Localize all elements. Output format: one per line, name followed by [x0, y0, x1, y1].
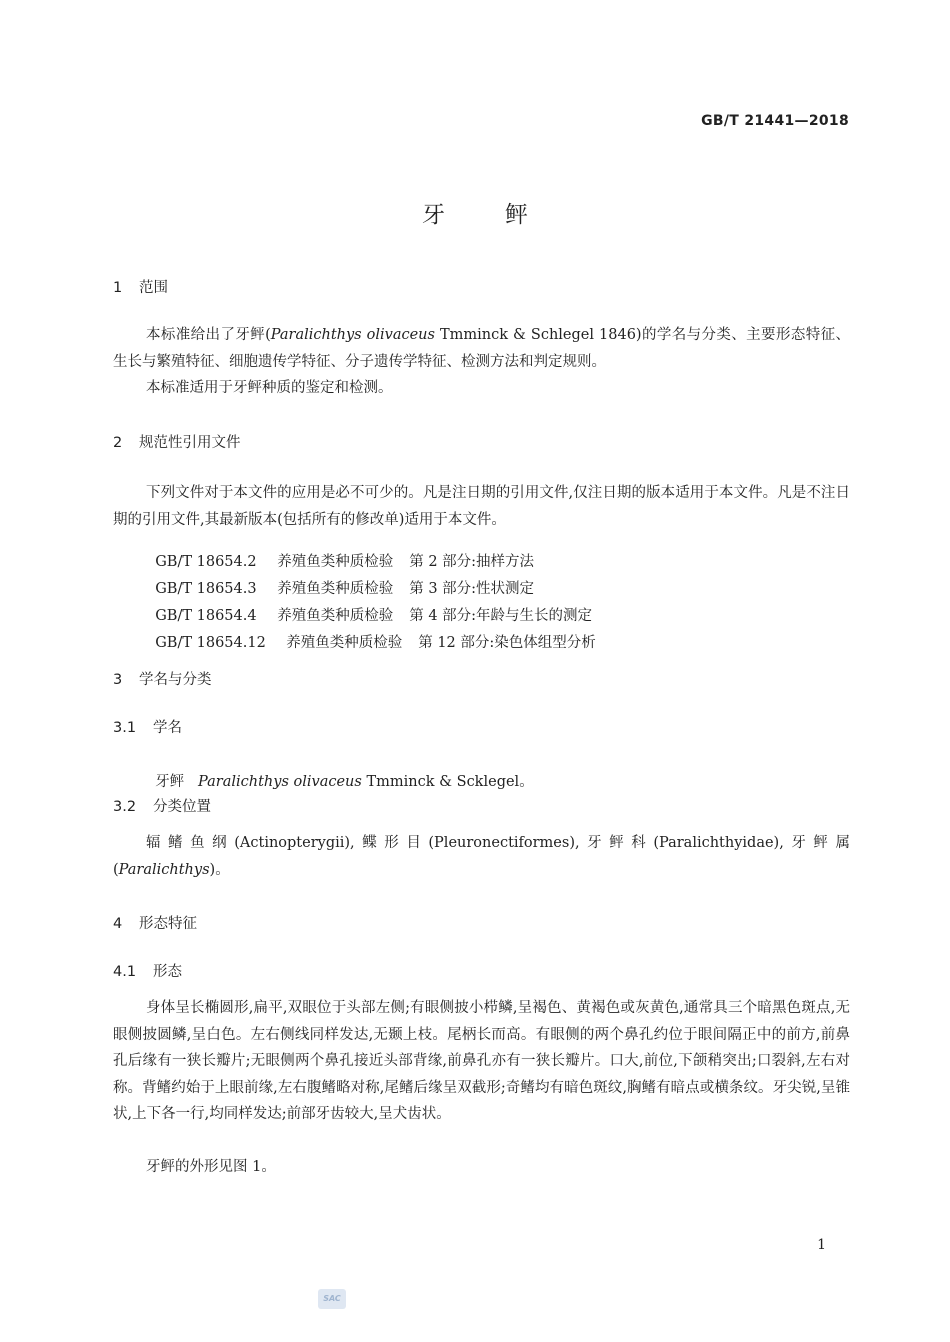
reference-item: GB/T 18654.2 养殖鱼类种质检验 第 2 部分:抽样方法	[155, 554, 535, 570]
section-3-heading: 3 学名与分类	[113, 672, 212, 688]
morphology-paragraph: 身体呈长椭圆形,扁平,双眼位于头部左侧;有眼侧披小栉鳞,呈褐色、黄褐色或灰黄色,通常具三个暗黑色斑点,无眼侧披圆鳞,呈白色。左右侧线同样发达,无颞上枝。尾柄长而高。有眼侧的两个鼻孔约位于眼间隔正中的前方,前鼻孔后缘有一狭长瓣片;无眼侧两个鼻孔接近头部背缘,前鼻孔亦有一狭长瓣片。口大,前位,下颌稍突出;口裂斜,左右对称。背鳍约始于上眼前缘,左右腹鳍略对称,尾鳍后缘呈双截形;奇鳍均有暗色斑纹,胸鳍有暗点或横条纹。牙尖锐,呈锥状,上下各一行,均同样发达;前部牙齿较大,呈犬齿状。	[113, 1000, 850, 1122]
section-3-2-heading: 3.2 分类位置	[113, 799, 211, 815]
section-1-paragraph-2: 本标准适用于牙鲆种质的鉴定和检测。	[146, 380, 393, 396]
sac-watermark-logo: SAC	[318, 1289, 346, 1309]
reference-item: GB/T 18654.12 养殖鱼类种质检验 第 12 部分:染色体组型分析	[155, 635, 596, 651]
section-1-heading: 1 范围	[113, 280, 168, 296]
scientific-name: Paralichthys olivaceus	[270, 327, 435, 343]
scientific-name-line: 牙鲆 Paralichthys olivaceus Tmminck & Scklegel。	[155, 774, 534, 790]
title-char-1: 牙	[422, 202, 445, 228]
section-3-1-heading: 3.1 学名	[113, 720, 182, 736]
section-2-heading: 2 规范性引用文件	[113, 435, 241, 451]
classification-paragraph: 辐鳍鱼纲(Actinopterygii),鲽形目(Pleuronectiformes),牙鲆科(Paralichthyidae),牙鲆属(Paralichthys)。	[113, 835, 850, 878]
section-2-paragraph-1: 下列文件对于本文件的应用是必不可少的。凡是注日期的引用文件,仅注日期的版本适用于本文件。凡是不注日期的引用文件,其最新版本(包括所有的修改单)适用于本文件。	[113, 485, 850, 528]
section-4-heading: 4 形态特征	[113, 916, 197, 932]
section-1-paragraph-1: 本标准给出了牙鲆(Paralichthys olivaceus Tmminck & Schlegel 1846)的学名与分类、主要形态特征、生长与繁殖特征、细胞遗传学特征、分子遗传学特征、检测方法和判定规则。	[113, 327, 850, 370]
figure-reference: 牙鲆的外形见图 1。	[146, 1159, 276, 1175]
title-char-2: 鲆	[505, 202, 528, 228]
section-4-1-heading: 4.1 形态	[113, 964, 182, 980]
reference-item: GB/T 18654.4 养殖鱼类种质检验 第 4 部分:年龄与生长的测定	[155, 608, 593, 624]
reference-item: GB/T 18654.3 养殖鱼类种质检验 第 3 部分:性状测定	[155, 581, 535, 597]
standard-code: GB/T 21441—2018	[701, 113, 849, 129]
page-number: 1	[817, 1237, 826, 1253]
page-title	[0, 196, 950, 229]
